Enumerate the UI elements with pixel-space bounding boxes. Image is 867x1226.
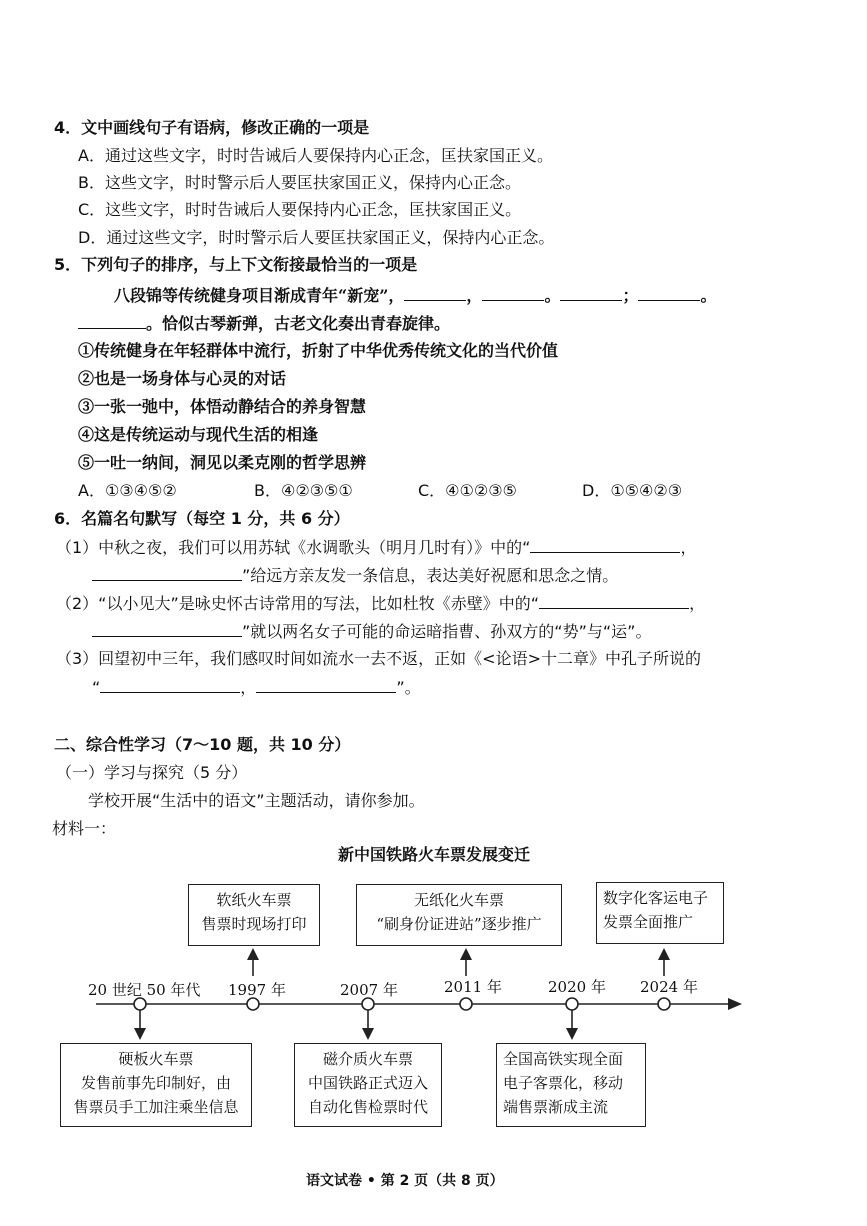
box-2011-title: 无纸化火车票 bbox=[413, 891, 504, 909]
q6-p3-open-quote: “ bbox=[92, 678, 101, 697]
box-1950-desc2: 售票员手工加注乘坐信息 bbox=[73, 1098, 239, 1116]
timeline-box-2011 bbox=[356, 884, 562, 946]
timeline-label-1950: 20 世纪 50 年代 bbox=[88, 981, 201, 999]
q4-option-b: B．这些文字，时时警示后人要匡扶家国正义，保持内心正念。 bbox=[78, 173, 521, 192]
arrow-up-2011 bbox=[460, 948, 472, 960]
q5-choice-d: D．①⑤④②③ bbox=[582, 481, 683, 500]
chart-title: 新中国铁路火车票发展变迁 bbox=[338, 845, 531, 864]
box-1997-desc: 售票时现场打印 bbox=[201, 915, 307, 933]
q4-stem: 4．文中画线句子有语病，修改正确的一项是 bbox=[54, 118, 370, 137]
box-2020-line2: 电子客票化，移动 bbox=[503, 1074, 624, 1092]
box-1997-title: 软纸火车票 bbox=[216, 891, 292, 909]
section2-intro: 学校开展“生活中的语文”主题活动，请你参加。 bbox=[88, 791, 425, 810]
q5-choice-a: A．①③④⑤② bbox=[78, 481, 177, 500]
arrow-down-2020 bbox=[566, 1028, 578, 1040]
timeline-node-2007 bbox=[362, 998, 374, 1010]
timeline-node-2011 bbox=[460, 998, 472, 1010]
box-1950-title: 硬板火车票 bbox=[118, 1050, 194, 1068]
q5-passage-end: 。恰似古琴新弹，古老文化奏出青春旋律。 bbox=[146, 314, 451, 333]
box-2011-desc: “刷身份证进站”逐步推广 bbox=[376, 915, 542, 933]
q5-sentence-4: ④这是传统运动与现代生活的相逢 bbox=[78, 425, 319, 444]
box-2007-title: 磁介质火车票 bbox=[322, 1050, 413, 1068]
arrow-up-1997 bbox=[247, 948, 259, 960]
timeline-label-1997: 1997 年 bbox=[228, 981, 286, 999]
q5-choice-c: C．④①②③⑤ bbox=[418, 481, 517, 500]
timeline-label-2011: 2011 年 bbox=[444, 978, 502, 996]
q5-stem: 5．下列句子的排序，与上下文衔接最恰当的一项是 bbox=[54, 255, 418, 274]
timeline-node-1950 bbox=[134, 998, 146, 1010]
material-label: 材料一： bbox=[52, 819, 117, 838]
timeline-box-2020 bbox=[496, 1043, 646, 1127]
box-2007-desc2: 自动化售检票时代 bbox=[307, 1098, 428, 1116]
q5-sentence-3: ③一张一弛中，体悟动静结合的养身智慧 bbox=[78, 397, 367, 416]
q6-p2b: ”就以两名女子可能的命运暗指曹、孙双方的“势”与“运”。 bbox=[242, 622, 652, 641]
q6-p2a: （2）“以小见大”是咏史怀古诗常用的写法，比如杜牧《赤壁》中的“ bbox=[56, 594, 540, 613]
timeline-node-1997 bbox=[247, 998, 259, 1010]
q6-p3-line1: （3）回望初中三年，我们感叹时间如流水一去不返，正如《<论语>十二章》中孔子所说的 bbox=[56, 649, 701, 668]
box-2020-line3: 端售票渐成主流 bbox=[503, 1098, 609, 1116]
timeline-label-2020: 2020 年 bbox=[548, 978, 606, 996]
timeline-node-2024 bbox=[658, 998, 670, 1010]
q5-sep-2: 。 bbox=[544, 286, 561, 305]
q6-p3-close-quote: ”。 bbox=[396, 678, 421, 697]
q5-passage-start: 八段锦等传统健身项目渐成青年“新宠”， bbox=[114, 286, 405, 305]
timeline-arrowhead bbox=[728, 998, 742, 1010]
timeline-box-1997 bbox=[188, 884, 320, 946]
arrow-up-2024 bbox=[658, 948, 670, 960]
q5-sentence-5: ⑤一吐一纳间，洞见以柔克刚的哲学思辨 bbox=[78, 453, 367, 472]
q5-sep-1: ， bbox=[466, 286, 483, 305]
section2-subtitle: （一）学习与探究（5 分） bbox=[56, 763, 248, 782]
q5-sentence-1: ①传统健身在年轻群体中流行，折射了中华优秀传统文化的当代价值 bbox=[78, 341, 559, 360]
page-footer: 语文试卷 • 第 2 页（共 8 页） bbox=[306, 1173, 504, 1189]
timeline-box-1950 bbox=[60, 1043, 252, 1127]
q4-option-c: C．这些文字，时时告诫后人要保持内心正念，匡扶家国正义。 bbox=[78, 200, 522, 219]
q6-p1b: ”给远方亲友发一条信息，表达美好祝愿和思念之情。 bbox=[242, 566, 619, 585]
q5-choice-b: B．④②③⑤① bbox=[254, 481, 353, 500]
q6-comma-1: ， bbox=[680, 538, 697, 557]
timeline-box-2007 bbox=[294, 1043, 442, 1127]
timeline-box-2024 bbox=[596, 882, 724, 944]
section2-title: 二、综合性学习（7～10 题，共 10 分） bbox=[54, 735, 351, 754]
q6-stem: 6．名篇名句默写（每空 1 分，共 6 分） bbox=[54, 509, 350, 528]
timeline-node-2020 bbox=[566, 998, 578, 1010]
box-1950-desc1: 发售前事先印制好，由 bbox=[80, 1074, 231, 1092]
q5-sep-4: 。 bbox=[700, 286, 717, 305]
box-2024-line2: 发票全面推广 bbox=[603, 913, 694, 931]
q6-p3-comma: ， bbox=[240, 678, 257, 697]
q4-option-d: D．通过这些文字，时时警示后人要匡扶家国正义，保持内心正念。 bbox=[78, 228, 555, 247]
q4-option-a: A．通过这些文字，时时告诫后人要保持内心正念，匡扶家国正义。 bbox=[78, 146, 553, 165]
q5-sep-3: ； bbox=[622, 286, 639, 305]
box-2007-desc1: 中国铁路正式迈入 bbox=[307, 1074, 428, 1092]
arrow-down-2007 bbox=[362, 1028, 374, 1040]
q6-p1a: （1）中秋之夜，我们可以用苏轼《水调歌头（明月几时有）》中的“ bbox=[56, 538, 531, 557]
q5-sentence-2: ②也是一场身体与心灵的对话 bbox=[78, 369, 287, 388]
timeline-label-2007: 2007 年 bbox=[340, 981, 398, 999]
box-2020-line1: 全国高铁实现全面 bbox=[503, 1050, 624, 1068]
timeline-label-2024: 2024 年 bbox=[640, 978, 698, 996]
q6-comma-2: ， bbox=[689, 594, 706, 613]
arrow-down-1950 bbox=[134, 1028, 146, 1040]
box-2024-line1: 数字化客运电子 bbox=[603, 889, 709, 907]
